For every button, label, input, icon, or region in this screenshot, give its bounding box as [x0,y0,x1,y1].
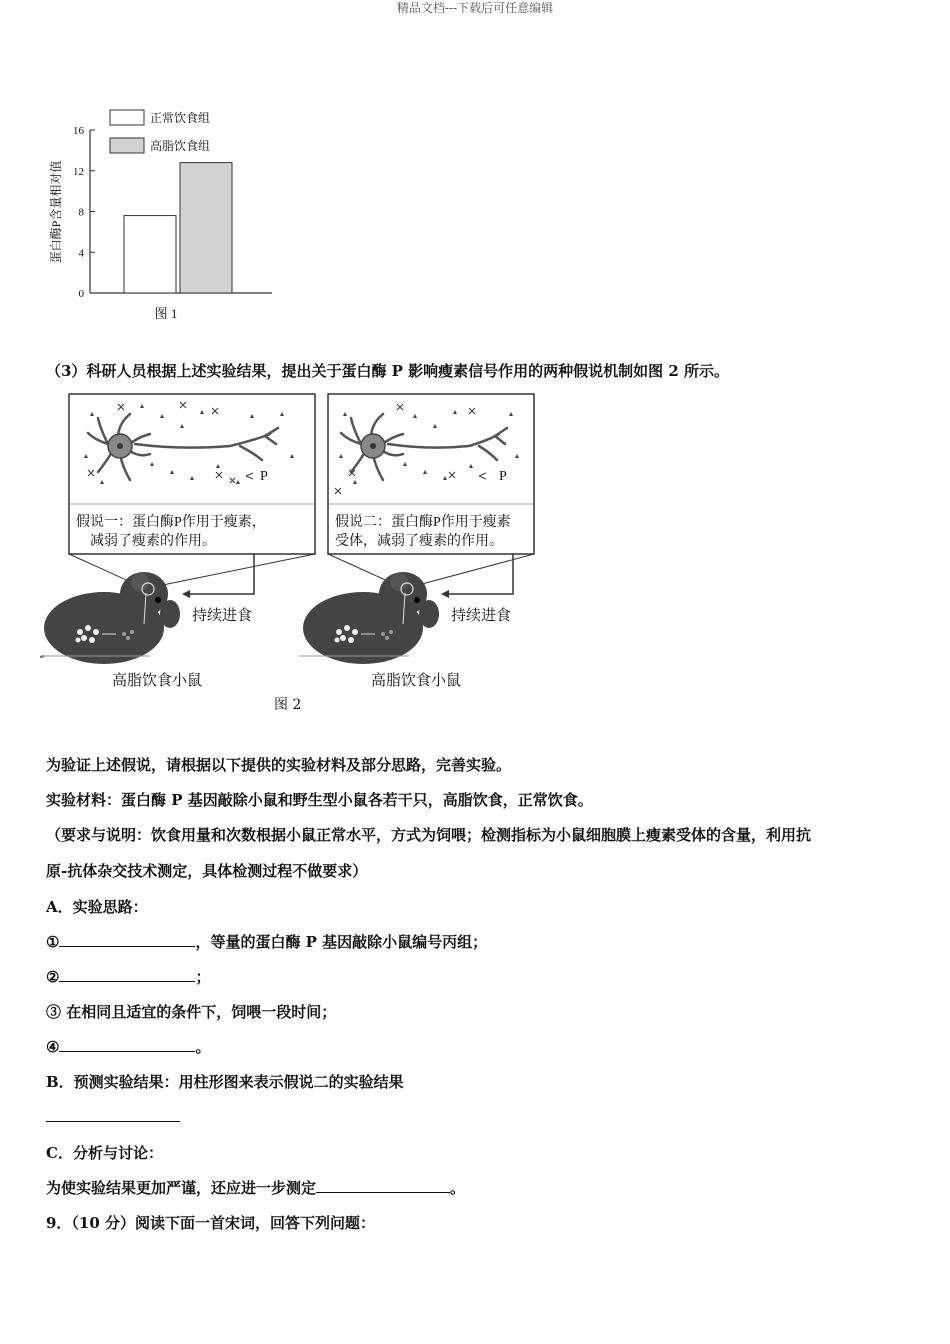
figure1-caption: 图 1 [154,306,178,321]
step-1 [46,932,487,952]
step-2-suffix: ； [195,968,211,986]
step-1-suffix: ，等量的蛋白酶 P 基因敲除小鼠编号丙组； [195,933,488,951]
requirements-line1: （要求与说明：饮食用量和次数根据小鼠正常水平，方式为饲喂；检测指标为小鼠细胞膜上瘦素受体的含量，利用抗 [46,826,812,844]
feeding-label-right: 持续进食 [451,608,512,624]
hypothesis2-line1: 假说二：蛋白酶P作用于瘦素 [335,515,511,530]
step-1-prefix: ① [46,933,60,951]
hypothesis1-panel [40,394,315,688]
page-header: 精品文档---下载后可任意编辑 [396,1,554,15]
section-c-blank[interactable] [316,1178,450,1193]
step-4-prefix: ④ [46,1038,60,1056]
step-4-suffix: 。 [195,1038,211,1056]
section-b-blank[interactable] [46,1107,180,1122]
hypothesis1-line1: 假说一：蛋白酶P作用于瘦素， [76,515,266,530]
section-b-title: B．预测实验结果：用柱形图来表示假说二的实验结果 [46,1073,404,1091]
hypothesis2-panel [299,394,534,688]
figure1-bar-chart [40,100,300,330]
mouse-illustration-left [40,572,180,664]
section-c-text [46,1178,465,1198]
mouse-label-right: 高脂饮食小鼠 [371,673,462,688]
mouse-illustration-right [299,572,439,664]
bar-normal-diet [124,216,176,293]
bar-high-fat-diet [180,163,232,293]
step-4 [46,1037,210,1057]
step-3: ③ 在相同且适宜的条件下，饲喂一段时间； [46,1003,337,1021]
y-tick-label: 4 [78,247,84,260]
legend-swatch [110,110,144,125]
section-a-title: A．实验思路： [46,898,148,916]
p-label-right: P [499,469,507,484]
intro-text: 为验证上述假说，请根据以下提供的实验材料及部分思路，完善实验。 [46,756,512,774]
materials-text: 实验材料：蛋白酶 P 基因敲除小鼠和野生型小鼠各若干只，高脂饮食，正常饮食。 [46,791,593,809]
step-1-blank[interactable] [59,932,195,947]
y-tick-label: 0 [78,288,84,300]
legend-swatch [110,138,144,153]
section-c-prefix: 为使实验结果更加严谨，还应进一步测定 [46,1179,317,1197]
hypothesis1-line2: 减弱了瘦素的作用。 [90,534,216,549]
section-c-suffix: 。 [450,1179,466,1197]
y-axis-label: 蛋白酶P含量相对值 [49,160,63,264]
figure2-caption: 图 2 [274,697,302,713]
step-2-prefix: ② [46,968,60,986]
step-2-blank[interactable] [59,967,195,982]
y-tick-label: 16 [73,125,84,137]
legend-label: 高脂饮食组 [150,139,211,153]
step-4-blank[interactable] [59,1037,195,1052]
figure2-illustration [40,388,580,688]
section-c-title: C．分析与讨论： [46,1144,163,1162]
mouse-label-left: 高脂饮食小鼠 [112,673,203,688]
feeding-label-left: 持续进食 [192,608,253,624]
section-b-answer-line [46,1107,180,1127]
step-2 [46,967,210,987]
hypothesis2-line2: 受体，减弱了瘦素的作用。 [335,534,503,549]
y-tick-label: 8 [78,206,84,219]
p-label-left: P [260,469,268,484]
y-tick-label: 12 [73,165,84,178]
question-3-text: （3）科研人员根据上述实验结果，提出关于蛋白酶 P 影响瘦素信号作用的两种假说机制如图 2 所示。 [46,362,730,380]
requirements-line2: 原-抗体杂交技术测定，具体检测过程不做要求） [46,862,368,880]
legend-label: 正常饮食组 [150,111,211,125]
question-9-text: 9．（10 分）阅读下面一首宋词，回答下列问题： [46,1214,376,1232]
